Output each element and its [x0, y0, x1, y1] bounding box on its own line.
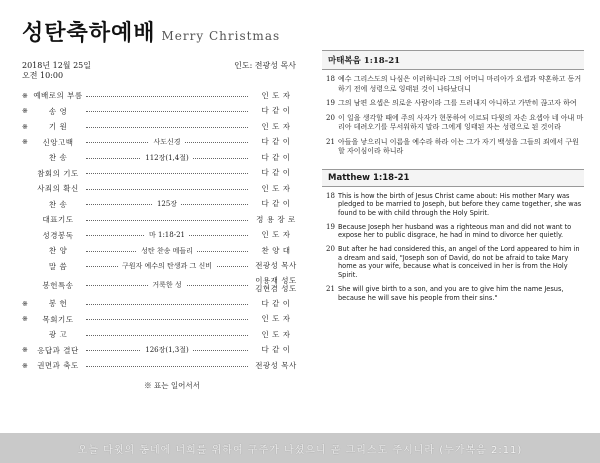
order-item: 찬 송: [48, 199, 68, 209]
dotted-leader: [84, 104, 250, 119]
service-meta: [22, 61, 302, 81]
order-item: 봉 헌: [48, 299, 68, 309]
order-row: [22, 197, 302, 213]
order-leader: 다 같 이: [261, 137, 291, 147]
verse-text: She will give birth to a son, and you are to give him the name Jesus, because he will save his people from their sins.": [338, 284, 564, 302]
order-detail: 구원자 예수의 탄생과 그 신비: [118, 261, 216, 271]
order-item: 대표기도: [42, 215, 74, 225]
order-item: 권면과 축도: [37, 361, 79, 371]
korean-reading-title: 마태복음 1:18-21: [322, 50, 584, 70]
dotted-leader: [84, 296, 250, 311]
verse-text: 이 일을 생각할 때에 주의 사자가 현몽하여 이르되 다윗의 자손 요셉아 네 아내 마리아 데려오기를 무서워하지 말라 그에게 잉태된 자는 성령으로 된 것이라: [338, 113, 584, 131]
order-item: 사죄의 확신: [37, 184, 79, 194]
english-verses: [322, 192, 584, 303]
footer-verse-text: 오늘 다윗의 동네에 너희를 위하여 구주가 나셨으니 곧 그리스도 주시니라 (누가복음 2:11): [77, 444, 523, 456]
order-detail: 거룩한 성: [148, 280, 185, 290]
standing-footnote: ※ 표는 일어서서: [144, 380, 200, 390]
order-row: [22, 296, 302, 312]
standing-mark: ※: [22, 122, 28, 131]
order-row: [22, 119, 302, 135]
verse-number: 20: [326, 245, 335, 254]
verse: [326, 223, 584, 240]
order-row: [22, 358, 302, 374]
verse-text: Because Joseph her husband was a righteous man and did not want to expose her to public disgrace, he had in mind to divorce her quietly.: [338, 222, 572, 240]
order-item: 참회의 기도: [37, 168, 79, 178]
verse: [326, 245, 584, 280]
standing-mark: ※: [22, 91, 28, 100]
english-reading-title: Matthew 1:18-21: [322, 169, 584, 187]
service-time: 오전 10:00: [22, 71, 64, 80]
standing-mark: ※: [22, 361, 28, 370]
verse-number: 19: [326, 222, 335, 231]
dotted-leader: [84, 181, 250, 196]
order-leader: 이용재 성도 김현겸 성도: [255, 276, 297, 293]
verse-text: 예수 그리스도의 나심은 이러하니라 그의 어머니 마리아가 요셉과 약혼하고 동거하기 전에 성령으로 잉태된 것이 나타났더니: [338, 75, 582, 93]
verse-number: 21: [326, 284, 335, 293]
order-item: 봉헌특송: [42, 280, 74, 290]
verse-number: 18: [326, 75, 335, 83]
order-item: 예배로의 부름: [33, 91, 83, 101]
verse: [326, 192, 584, 218]
order-leader: 인 도 자: [261, 329, 291, 339]
order-item: 광 고: [48, 330, 68, 340]
dotted-leader: [84, 358, 250, 373]
order-item: 기 원: [48, 122, 68, 132]
order-item: 성경봉독: [42, 230, 74, 240]
verse-number: 19: [326, 99, 335, 107]
order-row: [22, 243, 302, 259]
standing-mark: ※: [22, 346, 28, 355]
order-leader: 전광성 목사: [255, 261, 297, 271]
dotted-leader: [84, 312, 250, 327]
page-subtitle: Merry Christmas: [161, 29, 281, 43]
order-item: 말 씀: [48, 261, 68, 271]
dotted-leader: [84, 135, 250, 150]
order-row: [22, 88, 302, 104]
order-leader: 다 같 이: [261, 345, 291, 355]
verse: [326, 285, 584, 302]
order-item: 목회기도: [42, 314, 74, 324]
order-leader: 다 같 이: [261, 199, 291, 209]
dotted-leader: [84, 243, 250, 258]
order-leader: 인 도 자: [261, 230, 291, 240]
page-title: 성탄축하예배: [22, 20, 156, 46]
verse-number: 21: [326, 137, 335, 146]
order-item: 신앙고백: [42, 137, 74, 147]
dotted-leader: [84, 212, 250, 227]
dotted-leader: [84, 343, 250, 358]
order-leader: 인 도 자: [261, 183, 291, 193]
header: [22, 16, 302, 47]
order-leader: 인 도 자: [261, 121, 291, 131]
order-of-service: [22, 88, 302, 374]
order-item: 응답과 결단: [37, 345, 79, 355]
dotted-leader: [84, 119, 250, 134]
verse-text: But after he had considered this, an angel of the Lord appeared to him in a dream and said, "Joseph son of David, do not be afraid to take Mary home as your wife, because what is conceived in her is from the Holy Spirit.: [338, 245, 580, 280]
order-row: [22, 181, 302, 197]
dotted-leader: [84, 88, 250, 103]
verse: [326, 75, 584, 94]
order-leader: 인 도 자: [261, 314, 291, 324]
order-leader: 다 같 이: [261, 152, 291, 162]
footer-verse-banner: [0, 433, 600, 463]
order-leader: 전광성 목사: [255, 360, 297, 370]
order-leader: 인 도 자: [261, 90, 291, 100]
dotted-leader: [84, 197, 250, 212]
order-detail: 마 1:18-21: [145, 230, 189, 240]
order-item: 찬 송: [48, 153, 68, 163]
verse-text: 아들을 낳으리니 이름을 예수라 하라 이는 그가 자기 백성을 그들의 죄에서 구원할 자이심이라 하니라: [338, 137, 579, 155]
scripture-panel: [322, 50, 584, 302]
order-detail: 성탄 찬송 메들리: [137, 246, 197, 256]
order-item: 찬 양: [48, 246, 68, 256]
order-row: [22, 166, 302, 182]
dotted-leader: [84, 150, 250, 165]
verse: [326, 99, 584, 109]
order-row: [22, 228, 302, 244]
order-row: [22, 104, 302, 120]
dotted-leader: [84, 228, 250, 243]
verse-text: 그의 남편 요셉은 의로운 사람이라 그를 드러내지 아니하고 가만히 끊고자 하여: [338, 99, 577, 107]
order-detail: 126장(1,3절): [141, 345, 192, 355]
service-date: 2018년 12월 25일: [22, 61, 91, 70]
dotted-leader: [84, 278, 250, 293]
dotted-leader: [84, 166, 250, 181]
verse-number: 18: [326, 191, 335, 200]
standing-mark: ※: [22, 138, 28, 147]
standing-mark: ※: [22, 107, 28, 116]
verse-text: This is how the birth of Jesus Christ came about: His mother Mary was pledged to be married to Joseph, but before they came together, she was found to be with child through the Holy Spirit.: [338, 191, 582, 217]
order-leader: 다 같 이: [261, 298, 291, 308]
order-detail: 112장(1,4절): [141, 153, 192, 163]
order-detail: 125장: [153, 199, 181, 209]
order-row: [22, 135, 302, 151]
order-row: [22, 312, 302, 328]
standing-mark: ※: [22, 315, 28, 324]
order-row: [22, 343, 302, 359]
order-row: [22, 150, 302, 166]
order-item: 송 영: [48, 106, 68, 116]
order-of-service-panel: [22, 16, 302, 391]
order-row: [22, 274, 302, 296]
verse-number: 20: [326, 113, 335, 122]
order-leader: 정 용 장 로: [256, 214, 296, 224]
order-leader: 찬 양 대: [261, 245, 291, 255]
order-row: [22, 212, 302, 228]
service-presider: 인도: 전광성 목사: [234, 61, 296, 70]
order-detail: 사도신경: [149, 137, 184, 147]
dotted-leader: [84, 259, 250, 274]
dotted-leader: [84, 327, 250, 342]
verse: [326, 114, 584, 133]
verse: [326, 138, 584, 157]
order-row: [22, 327, 302, 343]
korean-verses: [322, 75, 584, 157]
order-row: [22, 259, 302, 275]
order-leader: 다 같 이: [261, 168, 291, 178]
order-leader: 다 같 이: [261, 106, 291, 116]
standing-mark: ※: [22, 299, 28, 308]
